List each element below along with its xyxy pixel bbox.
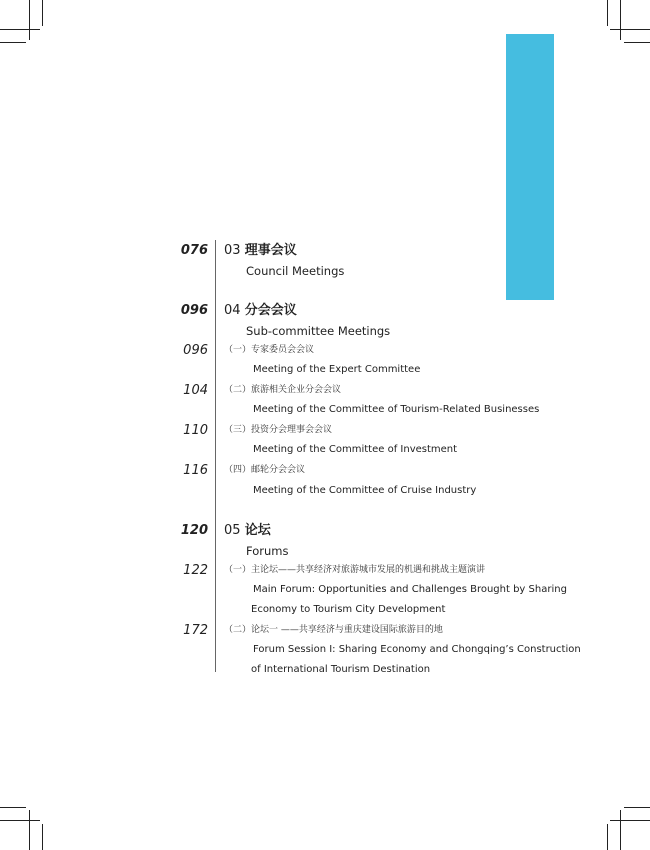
subsection-title-en-line1[interactable]: Forum Session I: Sharing Economy and Chongqing’s Construction	[253, 644, 581, 655]
subsection-title-zh[interactable]: （二）论坛一 ——共享经济与重庆建设国际旅游目的地	[224, 625, 443, 635]
page-number: 120	[180, 523, 208, 538]
subsection-title-en-line2[interactable]: Economy to Tourism City Development	[251, 604, 446, 615]
section-number: 03	[224, 243, 241, 258]
page-number: 096	[183, 343, 208, 358]
crop-mark-top-right-h	[610, 29, 650, 30]
section-title-en: Council Meetings	[246, 264, 345, 278]
crop-mark-bottom-right-h	[610, 820, 650, 821]
subsection-title-zh[interactable]: （一）专家委员会会议	[224, 345, 315, 355]
page-number: 116	[183, 463, 208, 478]
crop-mark-top-left-h2	[0, 42, 26, 43]
crop-mark-bottom-right-h2	[624, 807, 650, 808]
crop-mark-top-right-h2	[624, 42, 650, 43]
crop-mark-top-left-v	[29, 0, 30, 40]
section-title[interactable]	[224, 523, 271, 539]
subsection-title-zh[interactable]: （一）主论坛——共享经济对旅游城市发展的机遇和挑战主题演讲	[224, 565, 486, 575]
page-number: 076	[180, 243, 208, 258]
crop-mark-bottom-right-v2	[607, 824, 608, 850]
crop-mark-top-right-v	[620, 0, 621, 40]
section-number: 04	[224, 303, 241, 318]
subsection-title-en[interactable]: Meeting of the Committee of Cruise Industry	[253, 485, 477, 496]
crop-mark-bottom-left-v2	[42, 824, 43, 850]
page-number: 172	[183, 623, 208, 638]
subsection-title-zh[interactable]: （三）投资分会理事会会议	[224, 425, 333, 435]
section-number: 05	[224, 523, 241, 538]
toc-divider	[215, 240, 216, 672]
crop-mark-top-left-v2	[42, 0, 43, 26]
subsection-title-en-line1[interactable]: Main Forum: Opportunities and Challenges Brought by Sharing	[253, 584, 567, 595]
crop-mark-bottom-right-v	[620, 810, 621, 850]
section-title-zh: 论坛	[244, 523, 271, 538]
page-number: 110	[183, 423, 208, 438]
section-title-zh: 分会会议	[244, 303, 297, 318]
subsection-title-en[interactable]: Meeting of the Committee of Investment	[253, 444, 458, 455]
chapter-tab	[506, 34, 554, 300]
subsection-title-zh[interactable]: （四）邮轮分会会议	[224, 465, 306, 475]
crop-mark-bottom-left-h2	[0, 807, 26, 808]
section-title[interactable]	[224, 243, 297, 259]
page-number: 122	[183, 563, 208, 578]
subsection-title-en-line2[interactable]: of International Tourism Destination	[251, 664, 431, 675]
section-title-en: Forums	[246, 544, 289, 558]
section-title-zh: 理事会议	[244, 243, 297, 258]
crop-mark-bottom-left-h	[0, 820, 40, 821]
section-title-en: Sub-committee Meetings	[246, 324, 391, 338]
section-title[interactable]	[224, 303, 297, 319]
subsection-title-en[interactable]: Meeting of the Committee of Tourism-Related Businesses	[253, 404, 540, 415]
page-number: 096	[180, 303, 208, 318]
subsection-title-en[interactable]: Meeting of the Expert Committee	[253, 364, 421, 375]
subsection-title-zh[interactable]: （二）旅游相关企业分会会议	[224, 385, 342, 395]
crop-mark-bottom-left-v	[29, 810, 30, 850]
crop-mark-top-left-h	[0, 29, 40, 30]
crop-mark-top-right-v2	[607, 0, 608, 26]
page-number: 104	[183, 383, 208, 398]
